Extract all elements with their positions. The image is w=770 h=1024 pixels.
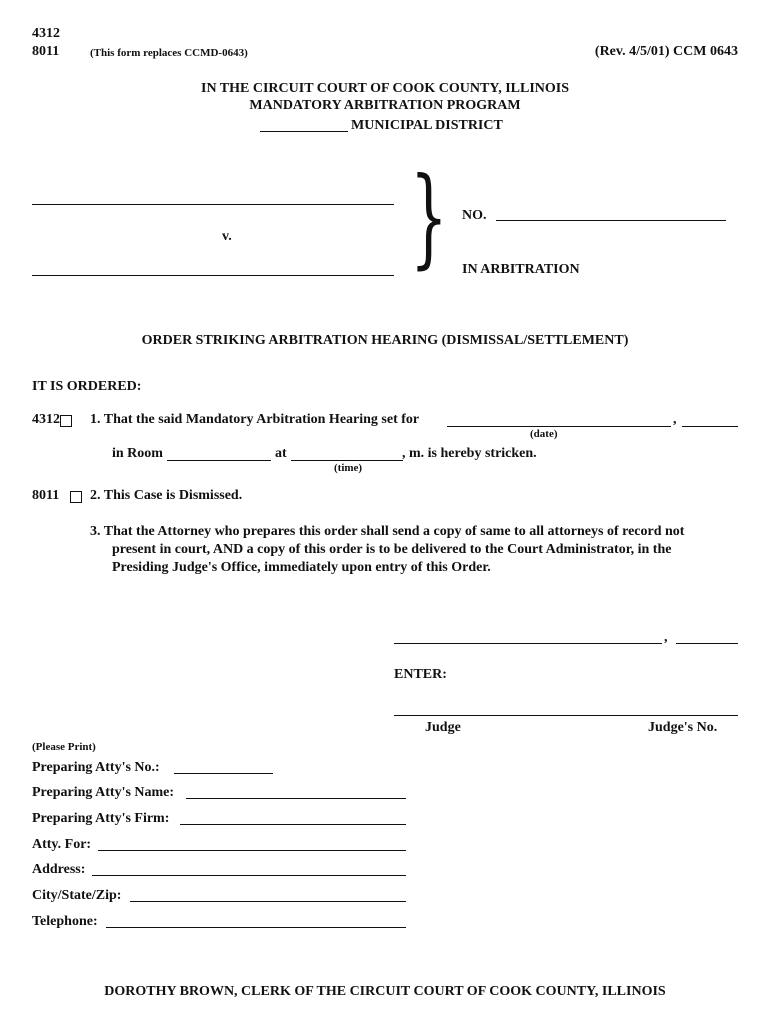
clerk-footer: DOROTHY BROWN, CLERK OF THE CIRCUIT COURT OF COOK COUNTY, ILLINOIS: [104, 984, 666, 999]
judge-no-label: Judge's No.: [648, 720, 718, 735]
item2-code: 8011: [32, 488, 60, 503]
hearing-year-blank[interactable]: [682, 426, 738, 427]
atty-no-label: Preparing Atty's No.:: [32, 760, 160, 775]
stricken-text: , m. is hereby stricken.: [402, 446, 537, 461]
at-label: at: [275, 446, 287, 461]
atty-for-field[interactable]: [98, 850, 406, 851]
address-label: Address:: [32, 862, 86, 877]
plaintiff-blank[interactable]: [32, 204, 394, 205]
city-state-zip-field[interactable]: [130, 901, 406, 902]
form-code-4312: 4312: [32, 26, 60, 41]
time-blank[interactable]: [291, 460, 403, 461]
program-name: MANDATORY ARBITRATION PROGRAM: [249, 98, 521, 113]
room-blank[interactable]: [167, 460, 271, 461]
district-blank[interactable]: [260, 131, 348, 132]
item3-line2: present in court, AND a copy of this order is to be delivered to the Court Administrator, in the: [112, 542, 672, 557]
defendant-blank[interactable]: [32, 275, 394, 276]
telephone-label: Telephone:: [32, 914, 98, 929]
item1-text: 1. That the said Mandatory Arbitration Hearing set for: [90, 412, 420, 427]
item3-line1: 3. That the Attorney who prepares this order shall send a copy of same to all attorneys of record not: [90, 524, 685, 539]
judge-signature-line[interactable]: [394, 715, 738, 716]
atty-firm-label: Preparing Atty's Firm:: [32, 811, 170, 826]
in-arbitration-label: IN ARBITRATION: [462, 262, 580, 277]
date-caption: (date): [530, 428, 558, 440]
in-room-label: in Room: [112, 446, 163, 461]
item1-code: 4312: [32, 412, 60, 427]
caption-brace-icon: }: [410, 155, 448, 280]
please-print: (Please Print): [32, 741, 96, 753]
item3-line3: Presiding Judge's Office, immediately upon entry of this Order.: [112, 560, 491, 575]
entry-comma: ,: [664, 630, 668, 645]
judge-label: Judge: [425, 720, 461, 735]
replaces-note: (This form replaces CCMD-0643): [90, 47, 248, 59]
court-name: IN THE CIRCUIT COURT OF COOK COUNTY, ILLINOIS: [201, 81, 569, 96]
telephone-field[interactable]: [106, 927, 406, 928]
atty-no-field[interactable]: [174, 773, 273, 774]
item2-text: 2. This Case is Dismissed.: [90, 488, 243, 503]
atty-firm-field[interactable]: [180, 824, 406, 825]
atty-name-label: Preparing Atty's Name:: [32, 785, 175, 800]
atty-for-label: Atty. For:: [32, 837, 92, 852]
date-comma: ,: [673, 412, 677, 427]
case-no-label: NO.: [462, 208, 487, 223]
time-caption: (time): [334, 462, 363, 474]
district-label: MUNICIPAL DISTRICT: [351, 118, 503, 133]
hearing-date-blank[interactable]: [447, 426, 671, 427]
item2-checkbox[interactable]: [70, 491, 82, 503]
versus-label: v.: [222, 229, 232, 244]
case-no-blank[interactable]: [496, 220, 726, 221]
item1-checkbox[interactable]: [60, 415, 72, 427]
atty-name-field[interactable]: [186, 798, 406, 799]
it-is-ordered: IT IS ORDERED:: [32, 379, 142, 394]
entry-year-blank[interactable]: [676, 643, 738, 644]
order-title: ORDER STRIKING ARBITRATION HEARING (DISMISSAL/SETTLEMENT): [141, 333, 629, 348]
address-field[interactable]: [92, 875, 406, 876]
revision-label: (Rev. 4/5/01) CCM 0643: [594, 44, 738, 59]
enter-label: ENTER:: [394, 667, 447, 682]
entry-date-blank[interactable]: [394, 643, 662, 644]
form-code-8011: 8011: [32, 44, 60, 59]
city-state-zip-label: City/State/Zip:: [32, 888, 122, 903]
